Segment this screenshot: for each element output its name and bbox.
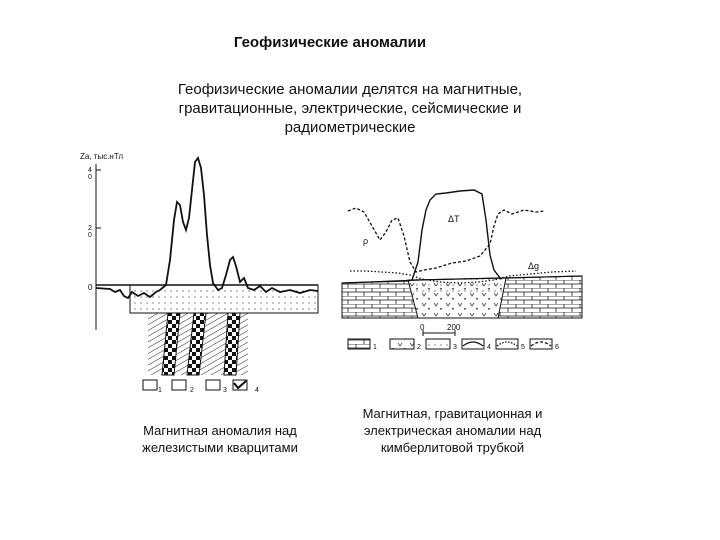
right-figure-caption bbox=[335, 405, 570, 456]
right-caption-line-3: кимберлитовой трубкой bbox=[380, 440, 525, 455]
right-legend-swatch-3 bbox=[426, 339, 450, 349]
left-caption-line-1: Магнитная аномалия над bbox=[143, 423, 297, 438]
left-y-tick-label-4: 4 bbox=[88, 167, 92, 174]
left-figure bbox=[80, 152, 318, 394]
left-y-tick-sub-4: 0 bbox=[88, 174, 92, 181]
left-y-tick-label-0: 0 bbox=[88, 283, 93, 292]
right-delta-t-curve bbox=[408, 190, 500, 281]
left-magnetic-curve bbox=[96, 158, 318, 298]
left-legend-label-4: 4 bbox=[255, 387, 259, 394]
right-legend-swatch-2 bbox=[390, 339, 414, 349]
right-legend-label-4: 4 bbox=[487, 344, 491, 351]
left-legend-label-1: 1 bbox=[158, 387, 162, 394]
subtitle-line-3: радиометрические bbox=[284, 119, 416, 136]
right-legend-label-6: 6 bbox=[555, 344, 559, 351]
left-legend bbox=[143, 380, 259, 394]
subtitle-line-1: Геофизические аномалии делятся на магнитные, bbox=[177, 81, 523, 98]
left-legend-swatch-1 bbox=[143, 380, 157, 390]
left-legend-label-2: 2 bbox=[190, 387, 194, 394]
right-legend-label-1: 1 bbox=[373, 344, 377, 351]
right-legend-label-5: 5 bbox=[521, 344, 525, 351]
right-scale-label-0: 0 bbox=[420, 323, 425, 332]
left-figure-caption bbox=[110, 422, 330, 456]
right-caption-line-1: Магнитная, гравитационная и bbox=[362, 406, 543, 421]
left-legend-label-3: 3 bbox=[223, 387, 227, 394]
left-axis-label: Za, тыс.нТл bbox=[80, 152, 124, 161]
right-legend-swatch-1 bbox=[348, 339, 370, 349]
left-y-tick-label-2: 2 bbox=[88, 225, 92, 232]
right-legend bbox=[348, 339, 559, 351]
right-delta-t-label: ΔT bbox=[448, 214, 460, 224]
slide-title: Геофизические аномалии bbox=[233, 34, 427, 51]
subtitle-line-2: гравитационные, электрические, сейсмические и bbox=[178, 100, 522, 117]
right-legend-label-3: 3 bbox=[453, 344, 457, 351]
left-legend-swatch-2 bbox=[172, 380, 186, 390]
right-legend-label-2: 2 bbox=[417, 344, 421, 351]
right-rho-label: ρ bbox=[363, 236, 369, 246]
right-scale-label-200: 200 bbox=[447, 323, 461, 332]
right-rho-curve bbox=[348, 208, 544, 272]
left-y-tick-sub-2: 0 bbox=[88, 232, 92, 239]
right-delta-g-label: Δg bbox=[528, 261, 540, 271]
right-figure bbox=[342, 190, 582, 351]
left-legend-swatch-3 bbox=[206, 380, 220, 390]
left-caption-line-2: железистыми кварцитами bbox=[142, 440, 298, 455]
right-caption-line-2: электрическая аномалии над bbox=[363, 423, 542, 438]
